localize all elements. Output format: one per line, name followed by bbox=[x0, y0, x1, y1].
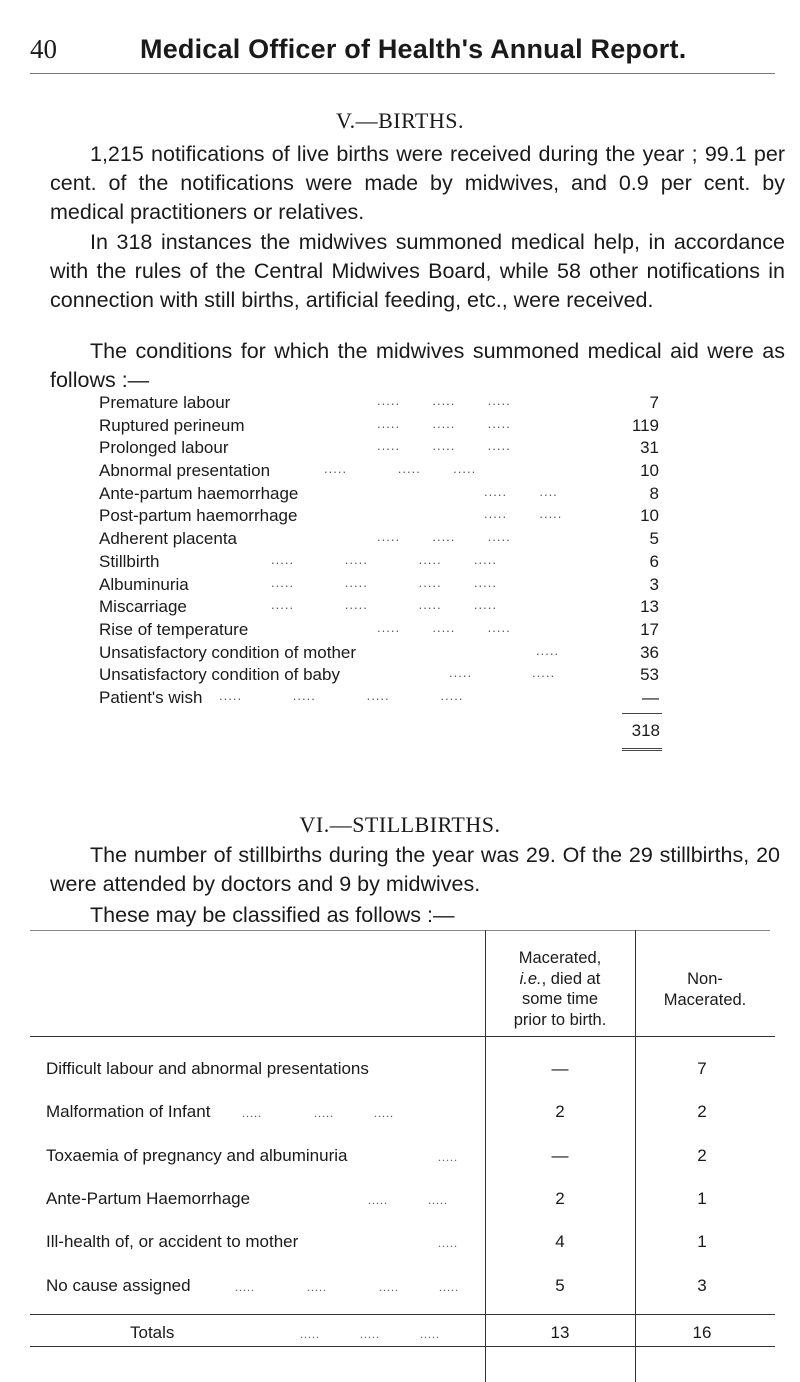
cell-macerated: 5 bbox=[555, 1276, 565, 1295]
condition-value: 5 bbox=[649, 529, 659, 549]
condition-label: Ruptured perineum bbox=[99, 415, 245, 435]
table-top-rule bbox=[30, 930, 770, 931]
condition-label: Miscarriage bbox=[99, 597, 187, 617]
leader-dots: ..... bbox=[438, 1236, 458, 1250]
condition-row bbox=[99, 620, 659, 643]
conditions-total: 318 bbox=[631, 721, 660, 740]
leader-dots: ..... ..... ..... ..... bbox=[219, 687, 464, 703]
condition-row bbox=[99, 552, 659, 575]
row-label: Malformation of Infant bbox=[46, 1102, 211, 1121]
condition-value: 17 bbox=[640, 619, 659, 639]
births-heading: V.—BIRTHS. bbox=[336, 108, 464, 133]
row-label: No cause assigned bbox=[46, 1276, 191, 1295]
leader-dots: ..... ..... ..... bbox=[377, 415, 511, 431]
condition-label: Ante-partum haemorrhage bbox=[99, 483, 299, 503]
births-paragraph-2: In 318 instances the midwives summoned medical help, in accordance with the rules of the Central Midwives Board, while 58 other notifications in connection with still births, artificial feeding, etc., were received. bbox=[50, 230, 785, 312]
row-label: Ill-health of, or accident to mother bbox=[46, 1232, 299, 1251]
conditions-list bbox=[99, 393, 659, 711]
cell-non-macerated: 7 bbox=[697, 1059, 707, 1078]
condition-row bbox=[99, 597, 659, 620]
condition-label: Unsatisfactory condition of mother bbox=[99, 642, 357, 662]
condition-value: 8 bbox=[649, 483, 659, 503]
condition-value: 119 bbox=[631, 415, 659, 435]
leader-dots: ..... bbox=[438, 1150, 458, 1164]
totals-label: Totals bbox=[130, 1323, 175, 1342]
condition-value: — bbox=[642, 687, 659, 707]
cell-non-macerated: 3 bbox=[697, 1276, 707, 1295]
condition-value: 13 bbox=[640, 597, 659, 617]
condition-row bbox=[99, 688, 659, 711]
cell-non-macerated: 2 bbox=[697, 1146, 707, 1165]
condition-label: Prolonged labour bbox=[99, 438, 229, 458]
page-header bbox=[30, 34, 770, 74]
cell-non-macerated: 1 bbox=[697, 1232, 707, 1251]
leader-dots: ..... .... bbox=[484, 483, 558, 499]
cell-non-macerated: 1 bbox=[697, 1189, 707, 1208]
header-rule bbox=[30, 73, 775, 74]
leader-dots: ..... bbox=[536, 642, 560, 658]
condition-value: 10 bbox=[640, 461, 659, 481]
leader-dots: ..... ..... ..... bbox=[242, 1106, 394, 1120]
condition-row bbox=[99, 393, 659, 416]
leader-dots: ..... ..... ..... bbox=[377, 438, 511, 454]
condition-row bbox=[99, 416, 659, 439]
leader-dots: ..... ..... ..... bbox=[377, 619, 511, 635]
condition-value: 10 bbox=[640, 506, 659, 526]
condition-label: Post-partum haemorrhage bbox=[99, 506, 298, 526]
leader-dots: ..... ..... bbox=[368, 1193, 448, 1207]
condition-label: Abnormal presentation bbox=[99, 461, 271, 481]
total-non-macerated: 16 bbox=[692, 1323, 712, 1342]
condition-row bbox=[99, 575, 659, 598]
condition-row bbox=[99, 506, 659, 529]
leader-dots: ..... ..... bbox=[449, 665, 556, 681]
condition-row bbox=[99, 484, 659, 507]
leader-dots: ..... ..... ..... ..... bbox=[271, 597, 497, 613]
condition-label: Unsatisfactory condition of baby bbox=[99, 665, 340, 685]
running-title: Medical Officer of Health's Annual Report. bbox=[140, 34, 687, 64]
condition-label: Adherent placenta bbox=[99, 529, 237, 549]
row-label: Ante-Partum Haemorrhage bbox=[46, 1189, 251, 1208]
stillbirths-paragraph-2: These may be classified as follows :— bbox=[90, 903, 455, 927]
stillbirths-table bbox=[30, 930, 780, 1342]
condition-label: Premature labour bbox=[99, 393, 231, 412]
column-header-macerated: Macerated, i.e., died at some time prior to birth. bbox=[513, 949, 607, 1029]
condition-row bbox=[99, 461, 659, 484]
page-number: 40 bbox=[30, 34, 57, 64]
condition-label: Rise of temperature bbox=[99, 619, 249, 639]
condition-label: Albuminuria bbox=[99, 574, 189, 594]
cell-macerated: — bbox=[551, 1059, 569, 1078]
births-paragraph-1: 1,215 notifications of live births were received during the year ; 99.1 per cent. of the notifications were made by midwives, and 0.9 per cent. by medical practitioners or relatives. bbox=[50, 142, 785, 224]
condition-value: 3 bbox=[649, 574, 659, 594]
condition-label: Stillbirth bbox=[99, 551, 160, 571]
leader-dots: ..... ..... bbox=[484, 506, 563, 522]
header-bottom-rule bbox=[30, 1036, 775, 1037]
condition-row bbox=[99, 438, 659, 461]
condition-row bbox=[99, 643, 659, 666]
table-bottom-rule bbox=[30, 1346, 775, 1347]
row-label: Difficult labour and abnormal presentations bbox=[46, 1059, 369, 1078]
cell-non-macerated: 2 bbox=[697, 1102, 707, 1121]
cell-macerated: 2 bbox=[555, 1189, 565, 1208]
condition-value: 7 bbox=[649, 393, 659, 412]
leader-dots: ..... ..... ..... bbox=[377, 393, 511, 408]
condition-value: 53 bbox=[640, 665, 659, 685]
condition-row bbox=[99, 529, 659, 552]
condition-label: Patient's wish bbox=[99, 687, 203, 707]
condition-row bbox=[99, 665, 659, 688]
leader-dots: ..... ..... ..... ..... bbox=[235, 1280, 459, 1294]
cell-macerated: 4 bbox=[555, 1232, 565, 1251]
leader-dots: ..... ..... ..... ..... bbox=[271, 551, 497, 567]
births-paragraph-3: The conditions for which the midwives summoned medical aid were as follows :— bbox=[50, 339, 785, 392]
leader-dots: ..... ..... ..... bbox=[377, 529, 511, 545]
condition-value: 31 bbox=[640, 438, 659, 458]
cell-macerated: — bbox=[551, 1146, 569, 1165]
total-rule-top bbox=[622, 713, 662, 714]
total-double-rule bbox=[622, 748, 662, 753]
total-macerated: 13 bbox=[550, 1323, 570, 1342]
stillbirths-paragraph-1: The number of stillbirths during the year was 29. Of the 29 stillbirths, 20 were attended by doctors and 9 by midwives. bbox=[50, 843, 780, 896]
leader-dots: ..... ..... ..... bbox=[324, 461, 477, 477]
stillbirths-heading: VI.—STILLBIRTHS. bbox=[299, 812, 501, 837]
column-header-non-macerated: Non- Macerated. bbox=[663, 970, 747, 1009]
condition-value: 36 bbox=[640, 642, 659, 662]
leader-dots: ..... ..... ..... ..... bbox=[271, 574, 497, 590]
cell-macerated: 2 bbox=[555, 1102, 565, 1121]
row-label: Toxaemia of pregnancy and albuminuria bbox=[46, 1146, 348, 1165]
leader-dots: ..... ..... ..... bbox=[300, 1327, 440, 1341]
condition-value: 6 bbox=[649, 551, 659, 571]
totals-top-rule bbox=[30, 1314, 775, 1315]
